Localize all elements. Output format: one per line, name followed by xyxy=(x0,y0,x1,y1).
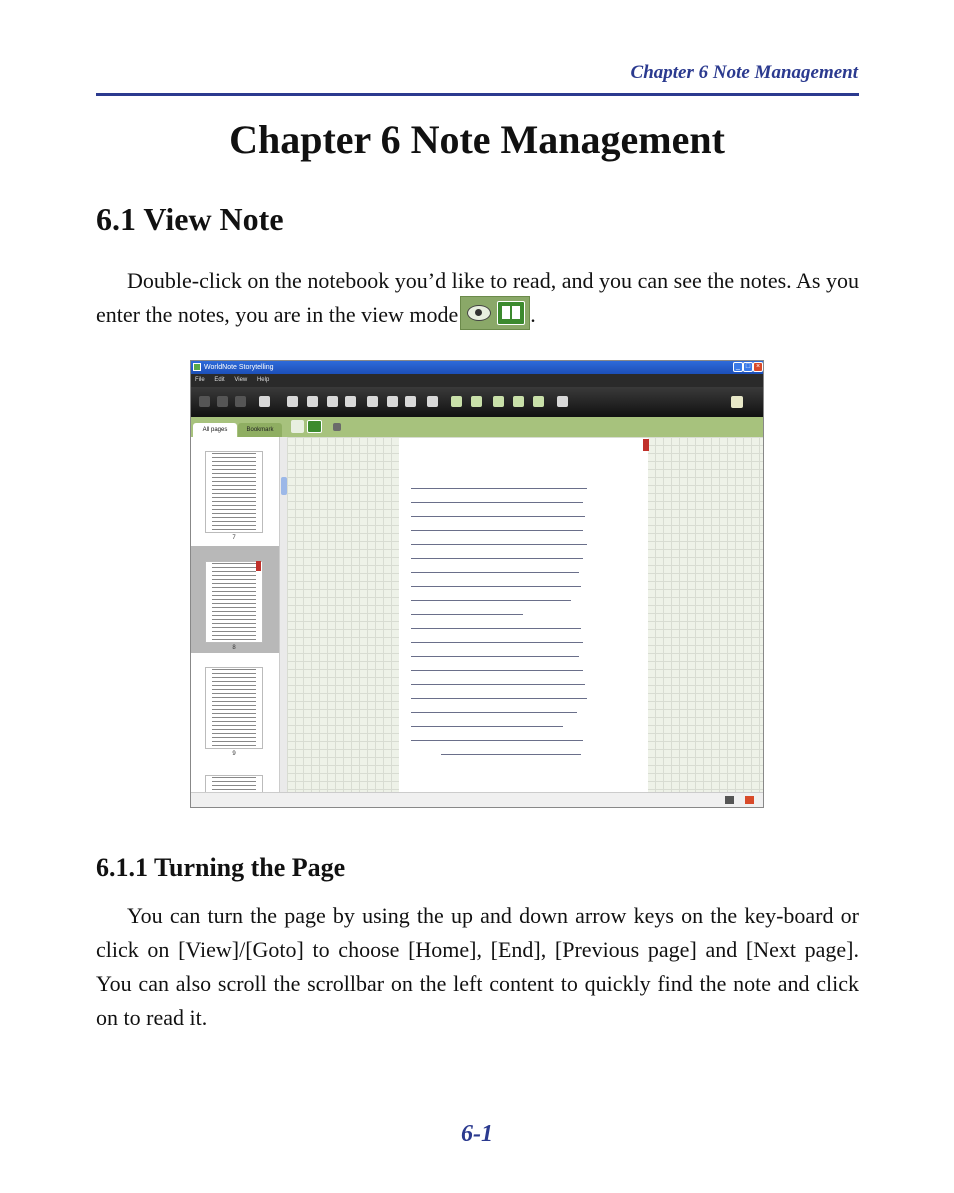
save-icon[interactable] xyxy=(259,396,270,407)
handwriting-line xyxy=(411,516,585,517)
handwriting-line xyxy=(411,502,583,503)
view-note-text-end: . xyxy=(530,302,536,327)
thumbnail-label: 8 xyxy=(232,645,236,651)
app-window-title: WorldNote Storytelling xyxy=(204,364,274,371)
turning-page-text: You can turn the page by using the up and down arrow keys on the key-board or click on [View]/[Goto] to choose [Home], [End], [Previous page] and [Next page]. You can also scroll the scrollbar on the left content to quickly find the note and click on to read it. xyxy=(96,903,859,1030)
view-mode-book-icon[interactable] xyxy=(307,420,322,433)
thumbnail-label: 7 xyxy=(232,535,236,541)
handwriting-line xyxy=(411,726,563,727)
bookmark-flag-icon xyxy=(256,561,261,571)
eye-icon xyxy=(467,305,491,321)
view-mode-eye-icon[interactable] xyxy=(291,420,304,433)
export-image-icon[interactable] xyxy=(471,396,482,407)
handwriting-line xyxy=(411,530,583,531)
menu-edit[interactable]: Edit xyxy=(214,377,225,383)
new-note-icon[interactable] xyxy=(731,396,743,408)
handwriting-line xyxy=(411,740,583,741)
list-view-icon[interactable] xyxy=(725,796,734,804)
fit-width-icon[interactable] xyxy=(287,396,298,407)
running-header: Chapter 6 Note Management xyxy=(630,62,858,83)
view-note-paragraph xyxy=(96,264,859,334)
thumbnail-label: 9 xyxy=(232,751,236,757)
pen-icon[interactable] xyxy=(333,423,341,431)
tab-bookmark[interactable]: Bookmark xyxy=(238,423,282,437)
tab-all-pages[interactable]: All pages xyxy=(193,423,237,437)
handwriting-line xyxy=(411,614,523,615)
minimize-button[interactable]: _ xyxy=(733,362,743,372)
thumbnail-sidebar xyxy=(191,437,279,792)
handwriting-line xyxy=(411,684,585,685)
delete-icon[interactable] xyxy=(427,396,438,407)
zoom-out-icon[interactable] xyxy=(327,396,338,407)
subsection-title: 6.1.1 Turning the Page xyxy=(96,853,346,882)
chapter-title: Chapter 6 Note Management xyxy=(229,117,725,162)
handwriting-line xyxy=(411,642,583,643)
handwriting-line xyxy=(411,656,579,657)
handwriting-line xyxy=(411,572,579,573)
page-thumbnail[interactable] xyxy=(205,667,263,749)
app-menubar xyxy=(191,374,763,387)
print-icon[interactable] xyxy=(513,396,524,407)
page-thumbnail-selected[interactable] xyxy=(205,561,263,643)
undo-icon[interactable] xyxy=(199,396,210,407)
email-icon[interactable] xyxy=(533,396,544,407)
app-statusbar xyxy=(191,792,763,808)
app-toolbar xyxy=(191,387,763,417)
handwriting-line xyxy=(411,670,583,671)
header-rule xyxy=(96,93,859,96)
export-pdf-icon[interactable] xyxy=(451,396,462,407)
handwriting-line xyxy=(411,558,583,559)
redo-icon[interactable] xyxy=(217,396,228,407)
handwriting-line xyxy=(411,586,581,587)
copy-icon[interactable] xyxy=(387,396,398,407)
handwriting-line xyxy=(411,488,587,489)
section-title: 6.1 View Note xyxy=(96,201,284,237)
app-logo-icon xyxy=(193,363,201,371)
close-button[interactable]: × xyxy=(753,362,763,372)
export-jpg-icon[interactable] xyxy=(493,396,504,407)
menu-view[interactable]: View xyxy=(234,377,248,383)
handwriting-line xyxy=(441,754,581,755)
turning-page-paragraph xyxy=(96,899,859,1035)
page-number: 6-1 xyxy=(461,1121,493,1147)
disconnect-icon[interactable] xyxy=(745,796,754,804)
redo-all-icon[interactable] xyxy=(235,396,246,407)
settings-icon[interactable] xyxy=(557,396,568,407)
cut-icon[interactable] xyxy=(367,396,378,407)
handwriting-line xyxy=(411,628,581,629)
handwriting-line xyxy=(411,698,587,699)
book-icon xyxy=(497,301,525,325)
view-note-text: Double-click on the notebook you’d like to read, and you can see the notes. As you enter the notes, you are in the view mode xyxy=(96,268,859,327)
handwriting-line xyxy=(411,544,587,545)
app-titlebar xyxy=(191,361,763,374)
app-screenshot xyxy=(190,360,764,808)
menu-help[interactable]: Help xyxy=(256,377,270,383)
paste-icon[interactable] xyxy=(405,396,416,407)
handwriting-line xyxy=(411,600,571,601)
panel-bar xyxy=(191,417,763,437)
page-thumbnail[interactable] xyxy=(205,451,263,533)
bookmark-flag-icon[interactable] xyxy=(643,439,649,451)
fit-page-icon[interactable] xyxy=(307,396,318,407)
menu-file[interactable]: File xyxy=(195,377,205,383)
maximize-button[interactable]: □ xyxy=(743,362,753,372)
view-mode-icon xyxy=(460,296,530,330)
note-page xyxy=(399,438,648,792)
handwriting-line xyxy=(411,712,577,713)
zoom-in-icon[interactable] xyxy=(345,396,356,407)
